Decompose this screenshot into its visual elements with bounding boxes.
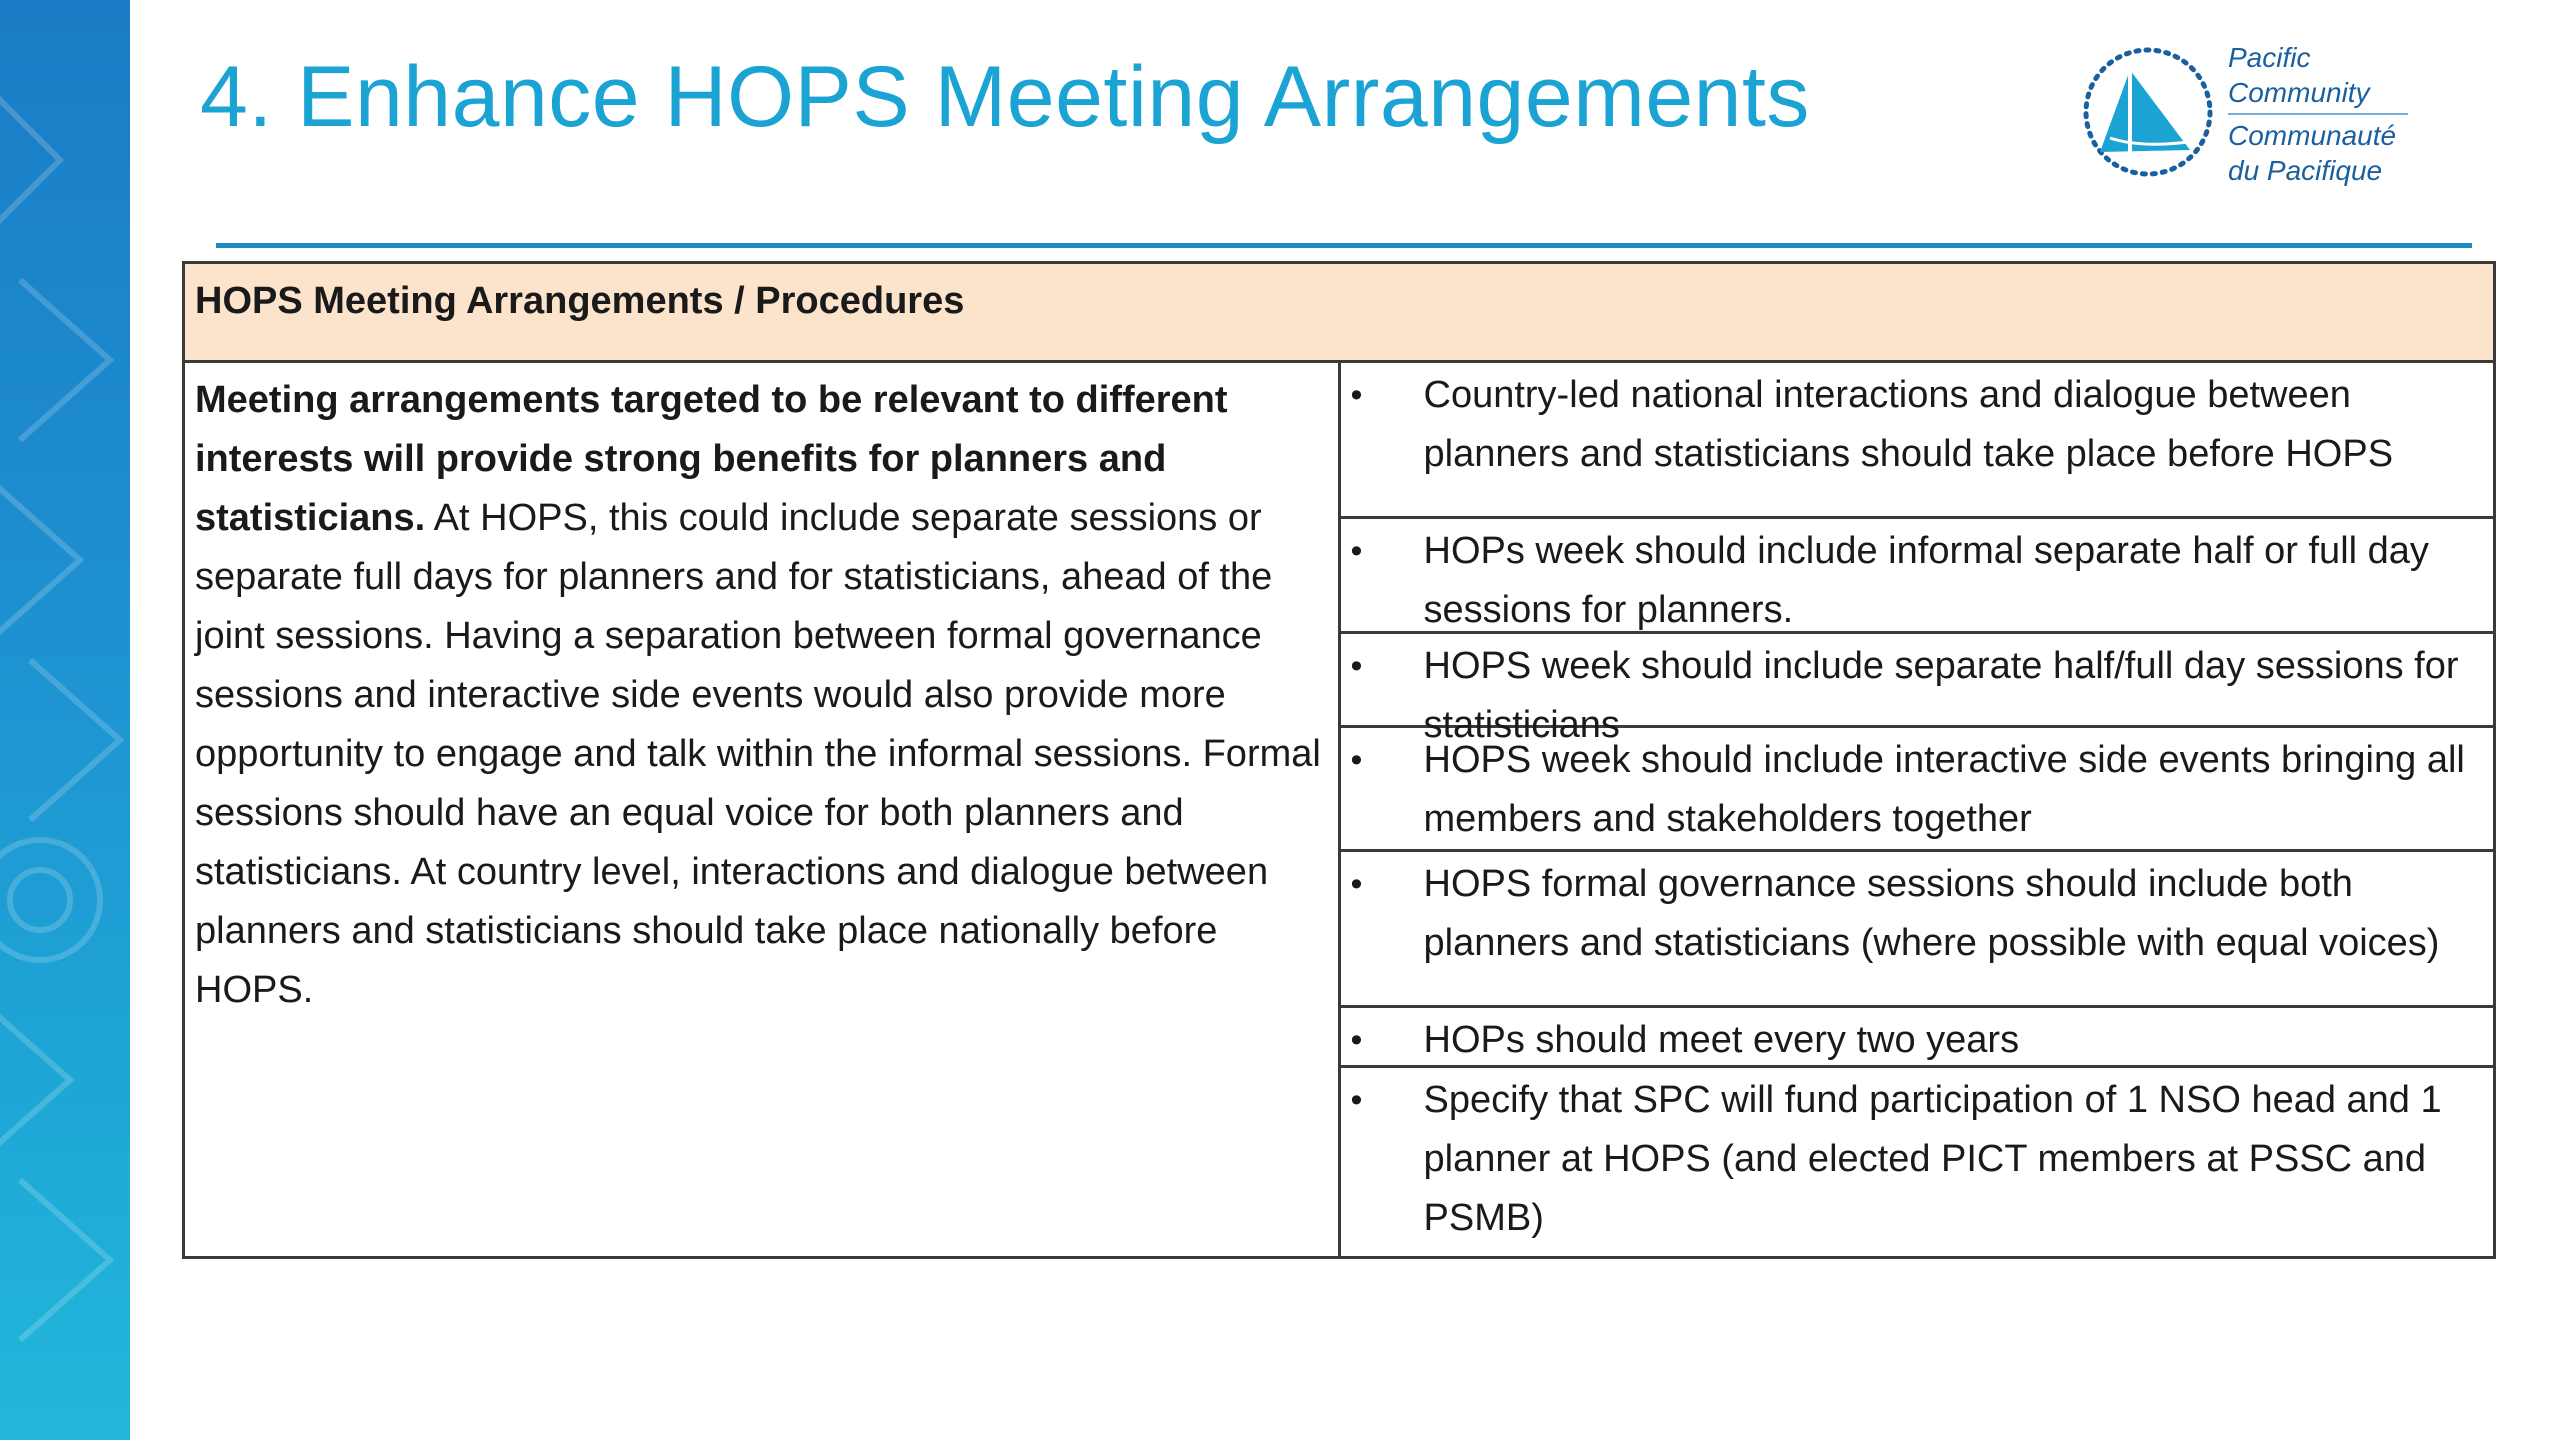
- bullet-icon: •: [1350, 1081, 1363, 1119]
- bullet-text: HOPS week should include interactive side events bringing all members and stakeholders together: [1423, 739, 2465, 840]
- bullet-text: HOPs should meet every two years: [1423, 1019, 2020, 1061]
- arrangements-table: [182, 261, 2496, 1259]
- bullet-row: [1341, 634, 2494, 746]
- bullet-icon: •: [1350, 741, 1363, 779]
- logo-line-1: Pacific: [2228, 42, 2311, 73]
- summary-cell: [184, 362, 1340, 1258]
- bullet-text: HOPs week should include informal separate half or full day sessions for planners.: [1423, 530, 2429, 631]
- bullet-text: HOPS formal governance sessions should include both planners and statisticians (where possible with equal voices): [1423, 863, 2440, 964]
- pattern-decoration: [0, 0, 130, 1440]
- bullet-row: [1341, 519, 2494, 634]
- logo-line-2: Community: [2228, 77, 2370, 108]
- logo-wordmark: [2228, 40, 2408, 188]
- bullet-icon: •: [1350, 865, 1363, 903]
- bullet-row: [1341, 1068, 2494, 1256]
- bullet-row: [1341, 728, 2494, 852]
- page-title: 4. Enhance HOPS Meeting Arrangements: [200, 49, 1810, 145]
- summary-bold-text: Meeting arrangements targeted to be relevant to different interests will provide strong benefits for planners and statisticians.: [195, 379, 1228, 539]
- summary-text: At HOPS, this could include separate sessions or separate full days for planners and for statisticians, ahead of the joint sessions. Having a separation between formal governance sessions and interactive side events would also provide more opportunity to engage and talk within the informal sessions. Formal sessions should have an equal voice for both planners and statisticians. At country level, interactions and dialogue between planners and statisticians should take place nationally before HOPS.: [195, 497, 1321, 1011]
- logo-line-4: du Pacifique: [2228, 155, 2383, 186]
- bullet-icon: •: [1350, 376, 1363, 414]
- bullet-text: HOPS week should include separate half/full day sessions for statisticians: [1423, 645, 2459, 746]
- bullet-icon: •: [1350, 647, 1363, 685]
- bullet-text: Country-led national interactions and dialogue between planners and statisticians should take place before HOPS: [1423, 374, 2394, 475]
- title-divider: [216, 243, 2472, 248]
- logo-divider: [2228, 113, 2408, 115]
- bullet-icon: •: [1350, 1021, 1363, 1059]
- logo-line-3: Communauté: [2228, 120, 2397, 151]
- bullet-icon: •: [1350, 532, 1363, 570]
- bullet-row: [1341, 363, 2494, 519]
- bullet-list: [1341, 363, 2494, 1256]
- decorative-side-band: [0, 0, 130, 1440]
- bullet-row: [1341, 1008, 2494, 1068]
- bullet-text: Specify that SPC will fund participation of 1 NSO head and 1 planner at HOPS (and elected PICT members at PSSC and PSMB): [1423, 1079, 2442, 1239]
- table-header: HOPS Meeting Arrangements / Procedures: [184, 263, 2495, 362]
- bullet-row: [1341, 852, 2494, 1008]
- bullets-cell: [1339, 362, 2495, 1258]
